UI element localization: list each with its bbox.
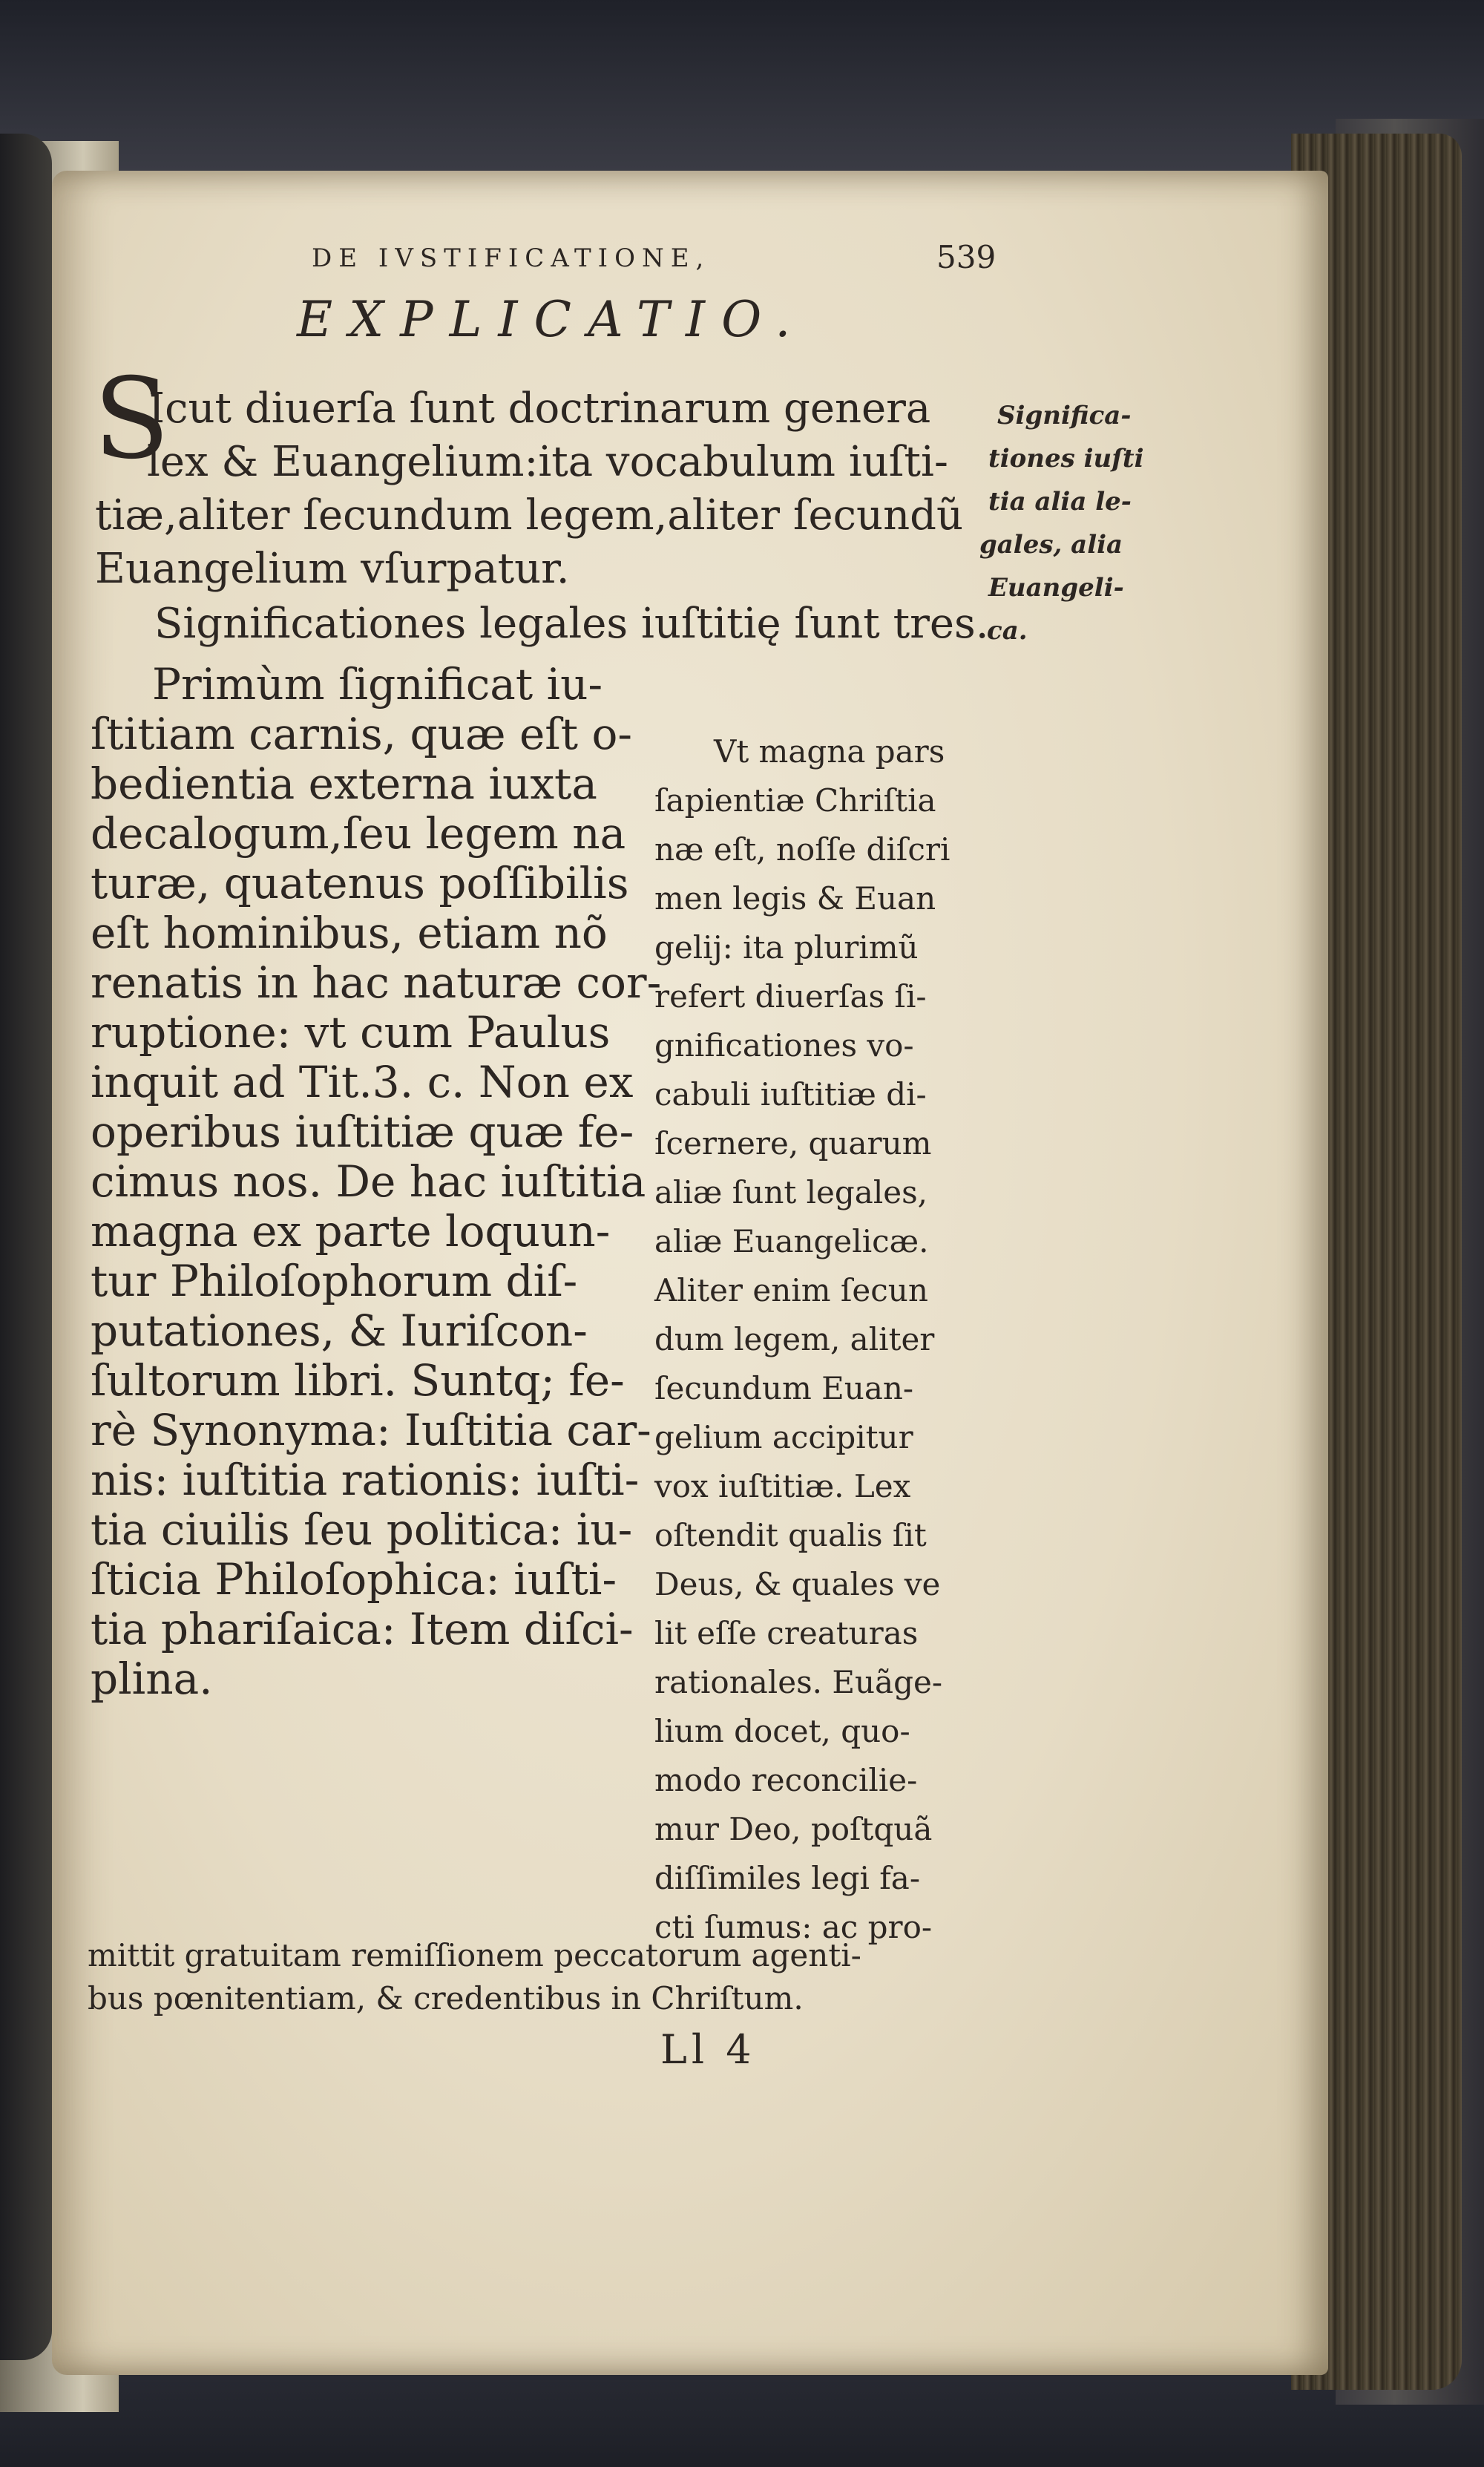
side-note-line: vox iuſtitiæ. Lex <box>654 1468 911 1504</box>
main-column-line: renatis in hac naturæ cor- <box>91 957 662 1008</box>
side-note-line: cti ſumus: ac pro- <box>654 1909 933 1945</box>
side-note-line: Deus, & quales ve <box>654 1566 941 1602</box>
side-note-line: mur Deo, poſtquã <box>654 1811 933 1847</box>
main-column-line: ſtitiam carnis, quæ eſt o- <box>91 709 633 759</box>
side-note-line: diſſimiles legi fa- <box>654 1860 921 1896</box>
margin-note-line: Euangeli- <box>988 573 1124 603</box>
margin-note-line: Significa- <box>997 401 1132 430</box>
main-column-line: bedientia externa iuxta <box>91 759 597 809</box>
side-note-line: cabuli iuſtitiæ di- <box>654 1076 927 1113</box>
side-note-line: refert diuerſas ſi- <box>654 978 927 1015</box>
backdrop-top <box>0 0 1484 171</box>
side-note-line: aliæ Euangelicæ. <box>654 1223 929 1259</box>
side-note-line: ſcernere, quarum <box>654 1125 932 1162</box>
main-column-line: nis: iuſtitia rationis: iuſti- <box>91 1455 640 1505</box>
margin-note-line: ca. <box>987 616 1028 646</box>
main-column-line: rè Synonyma: Iuſtitia car- <box>91 1405 651 1455</box>
intro-line: Icut diuerſa ſunt doctrinarum genera <box>148 384 931 433</box>
running-title: DE IVSTIFICATIONE, <box>312 243 711 273</box>
side-note-line: aliæ ſunt legales, <box>654 1174 928 1210</box>
main-column-line: ſultorum libri. Suntq; fe- <box>91 1355 625 1406</box>
side-note-line: oſtendit qualis ſit <box>654 1517 927 1553</box>
main-column-line: Primùm ſignificat iu- <box>152 659 603 710</box>
page-number: 539 <box>936 239 997 275</box>
margin-note-line: tia alia le- <box>988 487 1132 517</box>
side-note-line: gnificationes vo- <box>654 1027 914 1064</box>
main-column-line: cimus nos. De hac iuſtitia <box>91 1156 646 1207</box>
side-note-line: næ eſt, noſſe diſcri <box>654 831 951 868</box>
main-column-line: plina. <box>91 1654 213 1704</box>
main-column-line: inquit ad Tit.3. c. Non ex <box>91 1057 634 1107</box>
side-note-line: gelij: ita plurimũ <box>654 929 919 966</box>
side-note-line: Vt magna pars <box>714 733 945 770</box>
side-note-line: men legis & Euan <box>654 880 936 917</box>
main-column-line: operibus iuſtitiæ quæ fe- <box>91 1107 634 1157</box>
intro-line: tiæ,aliter ſecundum legem,aliter ſecundũ <box>95 491 964 540</box>
intro-line: Significationes legales iuſtitię ſunt tres. <box>154 600 989 648</box>
side-note-line: ſapientiæ Chriſtia <box>654 782 936 819</box>
closing-line: bus pœnitentiam, & credentibus in Chriſtum. <box>88 1980 804 2016</box>
intro-line: lex & Euangelium:ita vocabulum iuſti- <box>147 438 948 486</box>
main-column-line: tia phariſaica: Item diſci- <box>91 1604 634 1654</box>
main-column-line: decalogum,ſeu legem na <box>91 808 626 859</box>
closing-line: mittit gratuitam remiſſionem peccatorum agenti- <box>88 1937 861 1973</box>
side-note-line: dum legem, aliter <box>654 1321 935 1357</box>
intro-line: Euangelium vſurpatur. <box>95 545 570 593</box>
side-note-line: ſecundum Euan- <box>654 1370 914 1406</box>
main-column-line: putationes, & Iuriſcon- <box>91 1305 588 1356</box>
main-column-line: ruptione: vt cum Paulus <box>91 1007 611 1058</box>
drop-cap: S <box>93 355 170 484</box>
margin-note-line: tiones iuſti <box>988 444 1144 474</box>
side-note-line: modo reconcilie- <box>654 1762 918 1798</box>
signature-mark: Ll 4 <box>660 2026 756 2073</box>
side-note-line: rationales. Euãge- <box>654 1664 943 1700</box>
section-title: EXPLICATIO. <box>297 291 807 348</box>
side-note-line: gelium accipitur <box>654 1419 913 1455</box>
main-column-line: eſt hominibus, etiam nõ <box>91 908 608 958</box>
main-column-line: ſticia Philoſophica: iuſti- <box>91 1554 617 1605</box>
margin-note-line: gales, alia <box>979 530 1123 560</box>
main-column-line: magna ex parte loquun- <box>91 1206 611 1257</box>
side-note-line: lium docet, quo- <box>654 1713 910 1749</box>
book-spine <box>0 134 52 2360</box>
main-column-line: tur Philoſophorum diſ- <box>91 1256 578 1306</box>
main-column-line: turæ, quatenus poſſibilis <box>91 858 629 908</box>
main-column-line: tia ciuilis ſeu politica: iu- <box>91 1504 633 1555</box>
side-note-line: lit eſſe creaturas <box>654 1615 919 1651</box>
side-note-line: Aliter enim ſecun <box>654 1272 928 1308</box>
